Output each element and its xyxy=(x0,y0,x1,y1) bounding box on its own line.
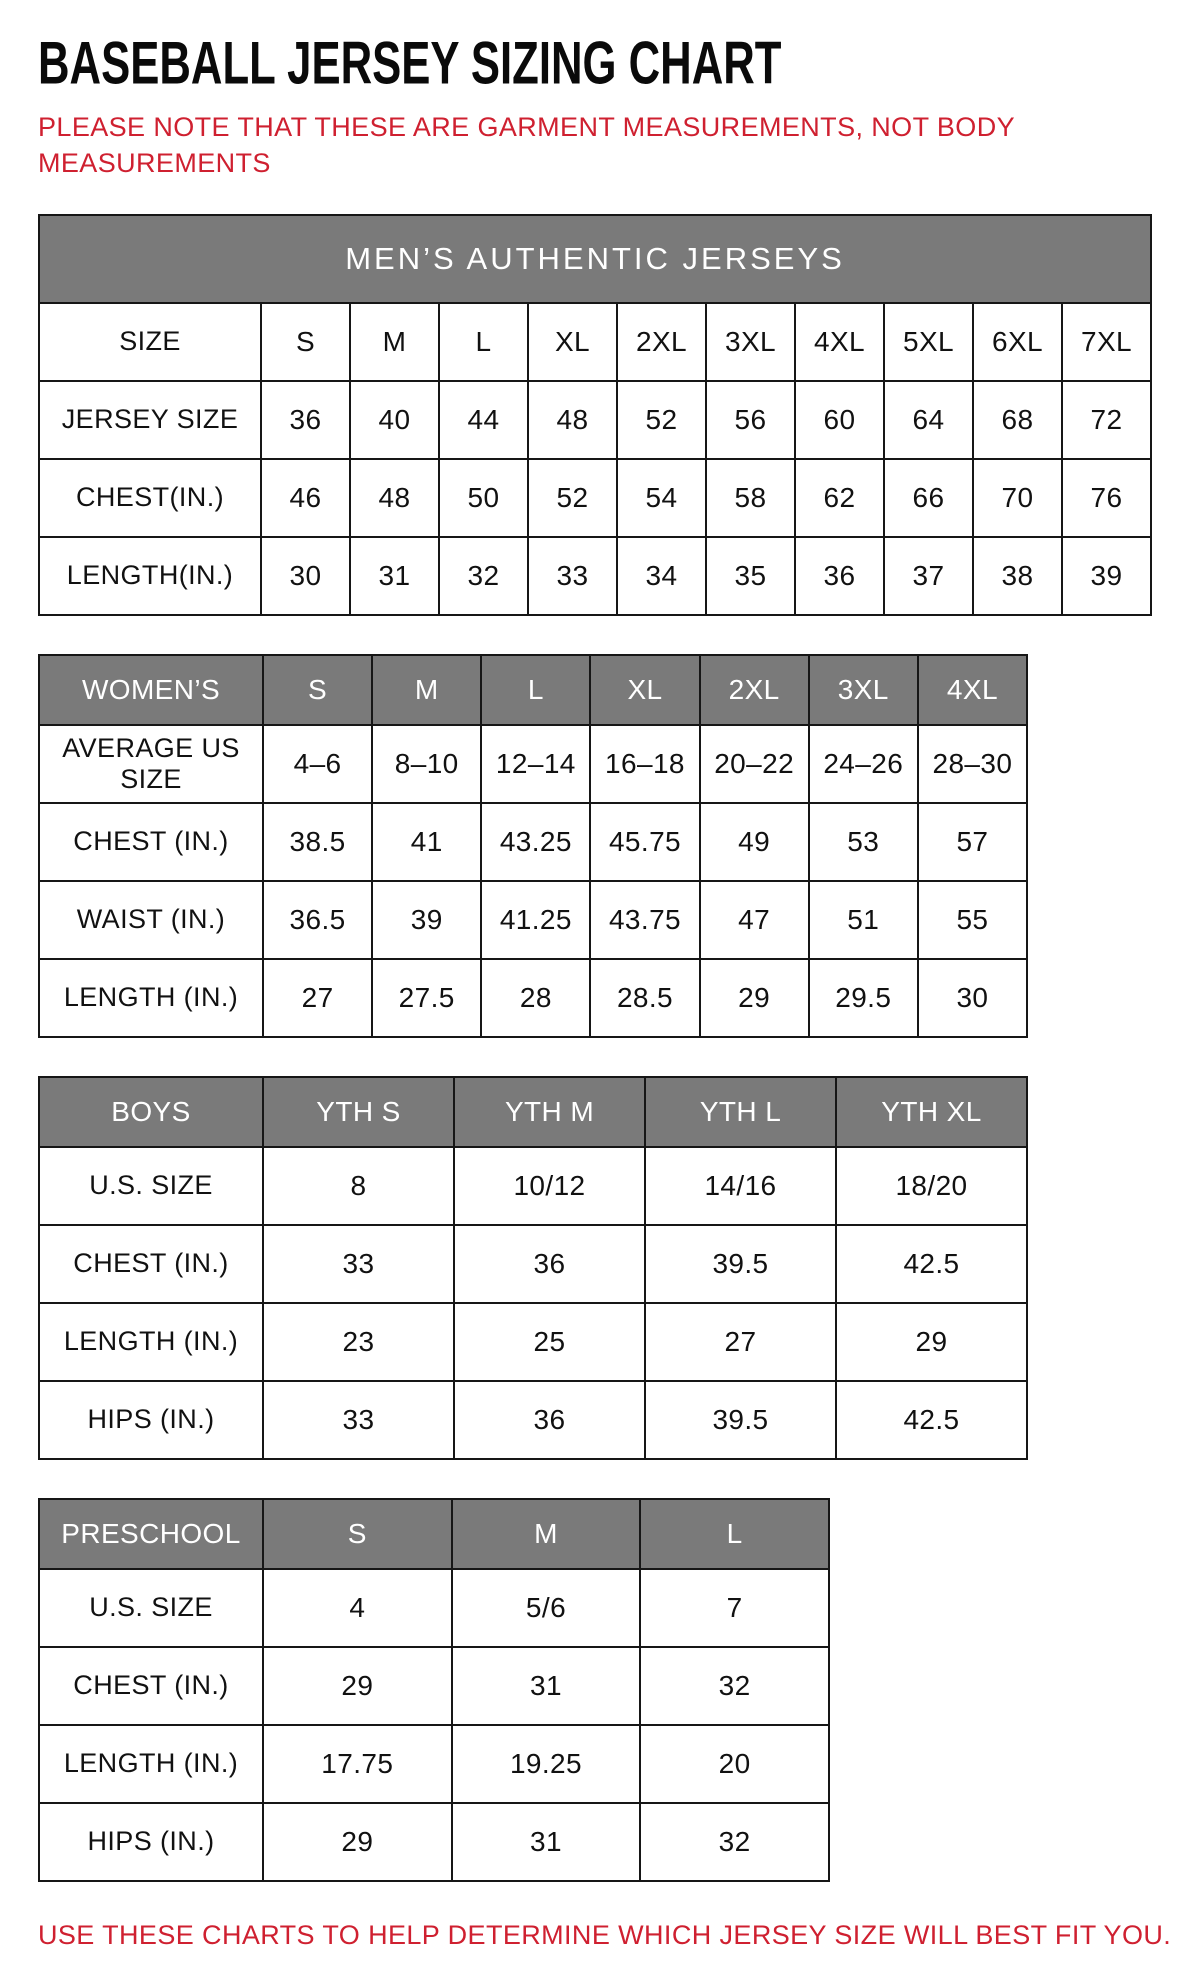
row-label: CHEST (IN.) xyxy=(39,1647,263,1725)
value-cell: 66 xyxy=(884,459,973,537)
value-cell: 39.5 xyxy=(645,1225,836,1303)
value-cell: 58 xyxy=(706,459,795,537)
table-row xyxy=(39,725,1027,803)
row-label: LENGTH (IN.) xyxy=(39,1725,263,1803)
value-cell: 33 xyxy=(263,1381,454,1459)
value-cell: M xyxy=(350,303,439,381)
table-row xyxy=(39,1225,1027,1303)
page-title: BASEBALL JERSEY SIZING CHART xyxy=(38,28,782,97)
preschool-sizing-table xyxy=(38,1498,830,1882)
value-cell: L xyxy=(439,303,528,381)
value-cell: 38 xyxy=(973,537,1062,615)
value-cell: 37 xyxy=(884,537,973,615)
row-label: JERSEY SIZE xyxy=(39,381,261,459)
value-cell: 48 xyxy=(350,459,439,537)
column-header: YTH XL xyxy=(836,1077,1027,1147)
value-cell: 40 xyxy=(350,381,439,459)
table-row xyxy=(39,881,1027,959)
value-cell: 23 xyxy=(263,1303,454,1381)
row-label: LENGTH (IN.) xyxy=(39,1303,263,1381)
value-cell: 25 xyxy=(454,1303,645,1381)
value-cell: 54 xyxy=(617,459,706,537)
value-cell: 7XL xyxy=(1062,303,1151,381)
value-cell: 14/16 xyxy=(645,1147,836,1225)
womens-header-row xyxy=(39,655,1027,725)
value-cell: S xyxy=(261,303,350,381)
table-row xyxy=(39,1381,1027,1459)
value-cell: 8 xyxy=(263,1147,454,1225)
value-cell: 30 xyxy=(261,537,350,615)
womens-sizing-table xyxy=(38,654,1028,1038)
preschool-header-row xyxy=(39,1499,829,1569)
womens-header-label: WOMEN’S xyxy=(39,655,263,725)
value-cell: 3XL xyxy=(706,303,795,381)
mens-banner-row xyxy=(39,215,1151,303)
table-row xyxy=(39,803,1027,881)
value-cell: 19.25 xyxy=(452,1725,641,1803)
value-cell: 36.5 xyxy=(263,881,372,959)
value-cell: 64 xyxy=(884,381,973,459)
value-cell: 44 xyxy=(439,381,528,459)
tables-container xyxy=(38,214,1158,1882)
value-cell: 31 xyxy=(452,1647,641,1725)
value-cell: 5/6 xyxy=(452,1569,641,1647)
garment-measurements-note: PLEASE NOTE THAT THESE ARE GARMENT MEASUREMENTS, NOT BODY MEASUREMENTS xyxy=(38,112,1015,179)
value-cell: 36 xyxy=(261,381,350,459)
column-header: 3XL xyxy=(809,655,918,725)
row-label: SIZE xyxy=(39,303,261,381)
value-cell: 43.25 xyxy=(481,803,590,881)
value-cell: 52 xyxy=(617,381,706,459)
row-label: CHEST(IN.) xyxy=(39,459,261,537)
value-cell: 18/20 xyxy=(836,1147,1027,1225)
value-cell: 17.75 xyxy=(263,1725,452,1803)
value-cell: 4 xyxy=(263,1569,452,1647)
value-cell: 2XL xyxy=(617,303,706,381)
value-cell: 42.5 xyxy=(836,1381,1027,1459)
value-cell: 29.5 xyxy=(809,959,918,1037)
value-cell: 68 xyxy=(973,381,1062,459)
value-cell: 29 xyxy=(836,1303,1027,1381)
value-cell: 55 xyxy=(918,881,1027,959)
column-header: XL xyxy=(590,655,699,725)
boys-sizing-table xyxy=(38,1076,1028,1460)
value-cell: 33 xyxy=(263,1225,454,1303)
mens-sizing-table xyxy=(38,214,1152,616)
value-cell: 28 xyxy=(481,959,590,1037)
column-header: M xyxy=(452,1499,641,1569)
value-cell: 34 xyxy=(617,537,706,615)
value-cell: 27 xyxy=(645,1303,836,1381)
row-label: LENGTH (IN.) xyxy=(39,959,263,1037)
column-header: L xyxy=(481,655,590,725)
row-label: CHEST (IN.) xyxy=(39,803,263,881)
row-label: LENGTH(IN.) xyxy=(39,537,261,615)
value-cell: 41 xyxy=(372,803,481,881)
value-cell: 50 xyxy=(439,459,528,537)
row-label: WAIST (IN.) xyxy=(39,881,263,959)
value-cell: 16–18 xyxy=(590,725,699,803)
value-cell: 39 xyxy=(1062,537,1151,615)
row-label: U.S. SIZE xyxy=(39,1569,263,1647)
value-cell: 32 xyxy=(640,1647,829,1725)
value-cell: 46 xyxy=(261,459,350,537)
value-cell: 24–26 xyxy=(809,725,918,803)
value-cell: 72 xyxy=(1062,381,1151,459)
value-cell: 47 xyxy=(700,881,809,959)
value-cell: 31 xyxy=(452,1803,641,1881)
table-row xyxy=(39,1147,1027,1225)
mens-banner-title: MEN’S AUTHENTIC JERSEYS xyxy=(39,215,1151,303)
column-header: S xyxy=(263,1499,452,1569)
value-cell: 38.5 xyxy=(263,803,372,881)
column-header: YTH S xyxy=(263,1077,454,1147)
value-cell: 36 xyxy=(454,1381,645,1459)
table-row xyxy=(39,1569,829,1647)
value-cell: 45.75 xyxy=(590,803,699,881)
value-cell: 70 xyxy=(973,459,1062,537)
column-header: YTH M xyxy=(454,1077,645,1147)
value-cell: 36 xyxy=(454,1225,645,1303)
table-row xyxy=(39,1303,1027,1381)
value-cell: 43.75 xyxy=(590,881,699,959)
column-header: 2XL xyxy=(700,655,809,725)
column-header: L xyxy=(640,1499,829,1569)
value-cell: 53 xyxy=(809,803,918,881)
preschool-header-label: PRESCHOOL xyxy=(39,1499,263,1569)
table-row xyxy=(39,1803,829,1881)
value-cell: 12–14 xyxy=(481,725,590,803)
value-cell: 56 xyxy=(706,381,795,459)
value-cell: 60 xyxy=(795,381,884,459)
table-row xyxy=(39,959,1027,1037)
value-cell: 32 xyxy=(640,1803,829,1881)
row-label: HIPS (IN.) xyxy=(39,1381,263,1459)
column-header: 4XL xyxy=(918,655,1027,725)
value-cell: 31 xyxy=(350,537,439,615)
value-cell: 27 xyxy=(263,959,372,1037)
value-cell: 29 xyxy=(263,1647,452,1725)
value-cell: 32 xyxy=(439,537,528,615)
value-cell: 4XL xyxy=(795,303,884,381)
value-cell: 6XL xyxy=(973,303,1062,381)
value-cell: 28.5 xyxy=(590,959,699,1037)
column-header: S xyxy=(263,655,372,725)
value-cell: XL xyxy=(528,303,617,381)
table-row xyxy=(39,381,1151,459)
value-cell: 39.5 xyxy=(645,1381,836,1459)
value-cell: 39 xyxy=(372,881,481,959)
row-label: HIPS (IN.) xyxy=(39,1803,263,1881)
value-cell: 27.5 xyxy=(372,959,481,1037)
value-cell: 33 xyxy=(528,537,617,615)
value-cell: 8–10 xyxy=(372,725,481,803)
value-cell: 42.5 xyxy=(836,1225,1027,1303)
value-cell: 49 xyxy=(700,803,809,881)
table-row xyxy=(39,537,1151,615)
value-cell: 57 xyxy=(918,803,1027,881)
table-row xyxy=(39,459,1151,537)
value-cell: 28–30 xyxy=(918,725,1027,803)
value-cell: 10/12 xyxy=(454,1147,645,1225)
row-label: U.S. SIZE xyxy=(39,1147,263,1225)
footer-note: USE THESE CHARTS TO HELP DETERMINE WHICH JERSEY SIZE WILL BEST FIT YOU. xyxy=(38,1919,1172,1950)
boys-header-label: BOYS xyxy=(39,1077,263,1147)
value-cell: 52 xyxy=(528,459,617,537)
value-cell: 48 xyxy=(528,381,617,459)
column-header: YTH L xyxy=(645,1077,836,1147)
row-label: CHEST (IN.) xyxy=(39,1225,263,1303)
value-cell: 20–22 xyxy=(700,725,809,803)
value-cell: 20 xyxy=(640,1725,829,1803)
value-cell: 35 xyxy=(706,537,795,615)
table-row xyxy=(39,303,1151,381)
value-cell: 62 xyxy=(795,459,884,537)
value-cell: 5XL xyxy=(884,303,973,381)
boys-header-row xyxy=(39,1077,1027,1147)
column-header: M xyxy=(372,655,481,725)
table-row xyxy=(39,1725,829,1803)
value-cell: 29 xyxy=(700,959,809,1037)
value-cell: 4–6 xyxy=(263,725,372,803)
value-cell: 7 xyxy=(640,1569,829,1647)
value-cell: 41.25 xyxy=(481,881,590,959)
value-cell: 30 xyxy=(918,959,1027,1037)
value-cell: 76 xyxy=(1062,459,1151,537)
table-row xyxy=(39,1647,829,1725)
value-cell: 51 xyxy=(809,881,918,959)
value-cell: 36 xyxy=(795,537,884,615)
row-label: AVERAGE US SIZE xyxy=(39,725,263,803)
value-cell: 29 xyxy=(263,1803,452,1881)
